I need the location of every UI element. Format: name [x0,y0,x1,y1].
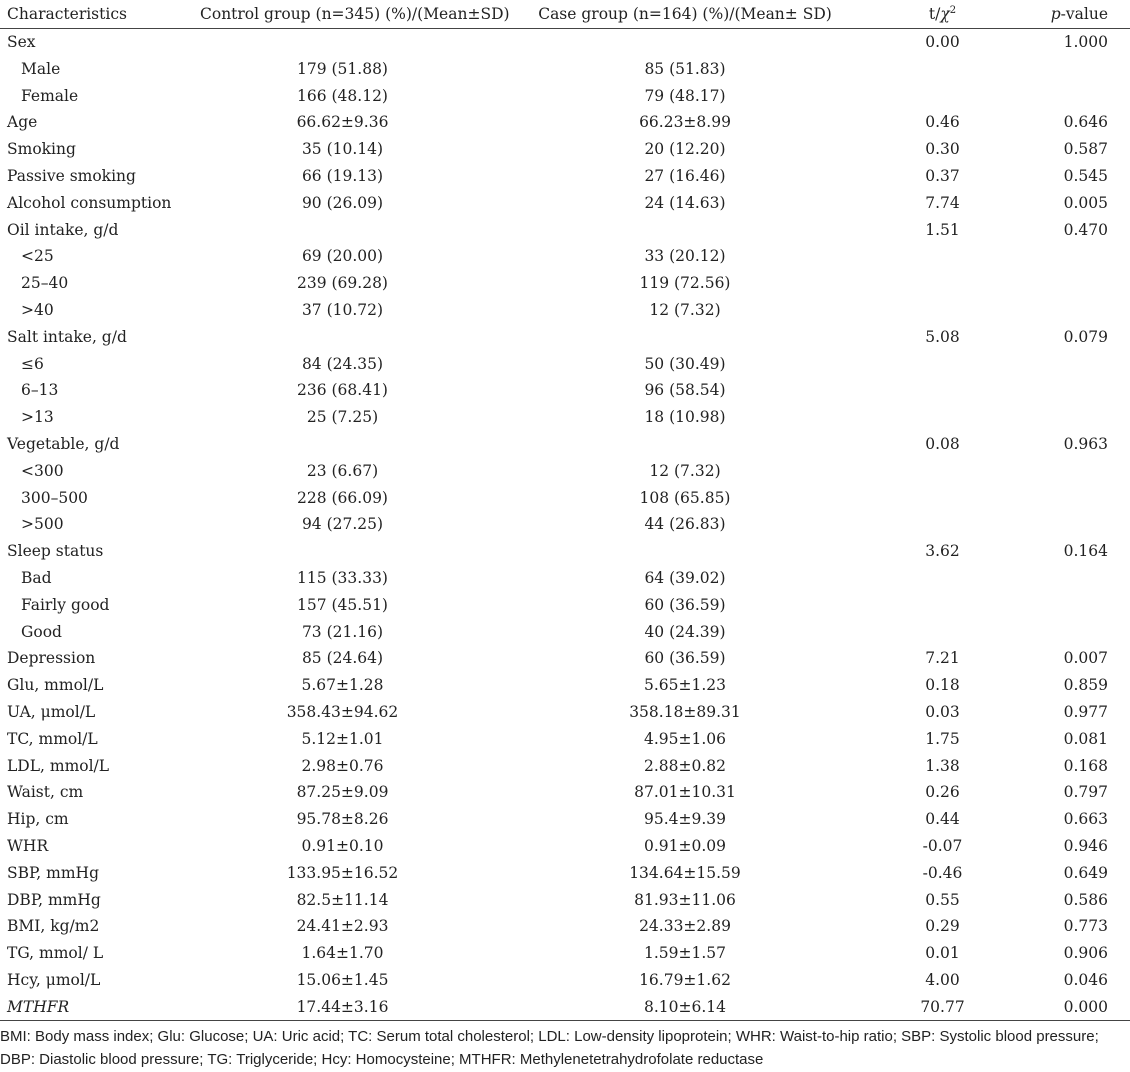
p-value [1000,458,1130,485]
test-statistic [885,297,1000,324]
test-statistic: 4.00 [925,970,960,989]
control-value: 239 (69.28) [297,274,388,293]
case-value: 12 (7.32) [649,300,721,319]
row-label: <300 [21,461,64,480]
table-row [0,806,1130,833]
case-value: 81.93±11.06 [634,890,736,909]
test-statistic: 0.08 [925,434,960,453]
p-value: 0.046 [1063,970,1108,989]
control-value: 17.44±3.16 [200,994,485,1021]
p-value: 0.646 [1063,113,1108,132]
test-statistic [885,511,1000,538]
case-value: 4.95±1.06 [643,729,726,748]
control-value: 133.95±16.52 [286,863,399,882]
case-value: 27 (16.46) [644,166,726,185]
test-statistic: 0.30 [925,140,960,159]
case-value [485,324,885,351]
row-label: 6–13 [21,381,59,400]
table-row [0,913,1130,940]
row-label: UA, μmol/L [7,702,96,721]
table-row [0,860,1130,887]
case-value: 60 (36.59) [644,649,726,668]
test-statistic: 7.21 [925,649,960,668]
row-label: Vegetable, g/d [7,434,120,453]
test-statistic [885,377,1000,404]
table-row [0,243,1130,270]
p-value [1000,56,1130,83]
control-value: 2.98±0.76 [301,756,384,775]
table-row [0,324,1130,351]
row-label: Glu, mmol/L [7,676,104,695]
header-chi-superscript: 2 [949,4,957,16]
test-statistic [885,592,1000,619]
p-value [1000,485,1130,512]
case-value: 50 (30.49) [644,354,726,373]
test-statistic [885,243,1000,270]
header-characteristics: Characteristics [0,0,200,29]
row-label: Hcy, μmol/L [7,970,101,989]
control-value: 82.5±11.14 [296,890,389,909]
header-row [0,0,1130,29]
p-value [1000,243,1130,270]
header-case-group: Case group (n=164) (%)/(Mean± SD) [485,0,885,29]
control-value: 66.62±9.36 [296,113,389,132]
control-value: 0.91±0.10 [301,836,384,855]
table-row [0,163,1130,190]
test-statistic: 0.44 [925,810,960,829]
test-statistic [885,619,1000,646]
test-statistic [885,56,1000,83]
test-statistic: 5.08 [925,327,960,346]
table-row [0,940,1130,967]
header-control-group: Control group (n=345) (%)/(Mean±SD) [200,0,485,29]
p-value: 0.963 [1063,434,1108,453]
p-value: 0.470 [1063,220,1108,239]
row-label: Salt intake, g/d [7,327,127,346]
header-p-letter: p [1050,5,1061,23]
table-row [0,270,1130,297]
table-footnote: BMI: Body mass index; Glu: Glucose; UA: Uric acid; TC: Serum total cholesterol; LDL: Low-density lipoprotein; WHR: Waist-to-hip ratio; SBP: Systolic blood pressure; DBP: Diastolic blood pressure; TG: Triglyceride; Hcy: Homocysteine; MTHFR: Methylenetetrahydrofolate reductase [0,1028,1099,1068]
row-label: Age [7,113,38,132]
case-value [485,217,885,244]
test-statistic [885,404,1000,431]
test-statistic: 0.29 [925,917,960,936]
row-label: Sleep status [7,542,104,561]
case-value: 119 (72.56) [639,274,731,293]
row-label: DBP, mmHg [7,890,101,909]
test-statistic: 70.77 [885,994,1000,1021]
case-value: 134.64±15.59 [629,863,741,882]
test-statistic: -0.46 [922,863,963,882]
header-chi-symbol: χ [940,5,950,23]
table-row [0,779,1130,806]
test-statistic: 0.18 [925,676,960,695]
case-value: 18 (10.98) [644,408,726,427]
p-value: 0.007 [1063,649,1108,668]
test-statistic: 3.62 [925,542,960,561]
table-row [0,377,1130,404]
test-statistic: 7.74 [925,193,960,212]
case-value: 16.79±1.62 [639,970,731,989]
table-row [0,726,1130,753]
case-value: 358.18±89.31 [629,702,741,721]
control-value: 73 (21.16) [301,622,384,641]
test-statistic: 0.00 [925,33,960,51]
table-row [0,592,1130,619]
p-value: 0.797 [1063,783,1108,802]
test-statistic: 0.46 [925,113,960,132]
p-value: 0.168 [1063,756,1108,775]
case-value: 20 (12.20) [644,140,726,159]
p-value: 0.773 [1063,917,1108,936]
p-value: 0.649 [1063,863,1108,882]
case-value: 8.10±6.14 [485,994,885,1021]
test-statistic: 0.55 [925,890,960,909]
table-row [0,887,1130,914]
table-row [0,485,1130,512]
control-value: 66 (19.13) [301,166,384,185]
test-statistic: 1.38 [925,756,960,775]
case-value: 108 (65.85) [639,488,731,507]
p-value: 0.587 [1063,140,1108,159]
case-value: 5.65±1.23 [643,676,726,695]
table-row [0,565,1130,592]
header-p-suffix: -value [1060,5,1108,23]
case-value: 66.23±8.99 [639,113,731,132]
control-value: 95.78±8.26 [296,810,389,829]
case-value: 60 (36.59) [644,595,726,614]
p-value: 1.000 [1063,33,1108,51]
p-value [1000,270,1130,297]
row-label: Smoking [7,140,76,159]
table-row [0,619,1130,646]
case-value [485,29,885,56]
p-value [1000,377,1130,404]
test-statistic [885,83,1000,110]
case-value: 79 (48.17) [644,86,726,105]
control-value: 94 (27.25) [301,515,384,534]
p-value [1000,297,1130,324]
p-value: 0.946 [1063,836,1108,855]
p-value: 0.977 [1063,702,1108,721]
control-value: 358.43±94.62 [286,702,399,721]
control-value: 23 (6.67) [306,461,379,480]
case-value [485,431,885,458]
row-label: <25 [21,247,54,266]
control-value: 157 (45.51) [297,595,388,614]
row-label: SBP, mmHg [7,863,99,882]
control-value: 87.25±9.09 [296,783,389,802]
p-value: 0.906 [1063,944,1108,963]
table-row [0,217,1130,244]
header-p-value [1000,0,1130,29]
p-value [1000,83,1130,110]
test-statistic: -0.07 [922,836,963,855]
control-value: 1.64±1.70 [301,944,384,963]
case-value: 12 (7.32) [649,461,721,480]
row-label: TG, mmol/ L [7,944,104,963]
table-row [0,56,1130,83]
test-statistic [885,351,1000,378]
row-label: Alcohol consumption [7,193,172,212]
row-label: Good [21,622,62,641]
control-value: 37 (10.72) [301,300,384,319]
p-value [1000,351,1130,378]
control-value: 35 (10.14) [301,140,384,159]
p-value: 0.663 [1063,810,1108,829]
row-label: Hip, cm [7,810,69,829]
control-value: 5.12±1.01 [301,729,384,748]
p-value [1000,404,1130,431]
table-row [0,29,1130,56]
control-value: 84 (24.35) [301,354,384,373]
test-statistic: 0.03 [925,702,960,721]
row-label: 300–500 [21,488,88,507]
table-row [0,753,1130,780]
p-value [1000,592,1130,619]
row-label: Depression [7,649,96,668]
p-value: 0.005 [1063,193,1108,212]
control-value: 5.67±1.28 [301,676,384,695]
row-label: >500 [21,515,64,534]
case-value: 87.01±10.31 [634,783,736,802]
p-value: 0.859 [1063,676,1108,695]
table-row [0,699,1130,726]
p-value: 0.079 [1063,327,1108,346]
row-label: WHR [7,836,49,855]
table-row [0,297,1130,324]
row-label: Bad [21,568,52,587]
row-label: Waist, cm [7,783,84,802]
case-value: 0.91±0.09 [643,836,726,855]
table-row [0,511,1130,538]
case-value: 24.33±2.89 [639,917,731,936]
control-value: 179 (51.88) [297,59,388,78]
case-value: 44 (26.83) [644,515,726,534]
table-row [0,431,1130,458]
control-value [200,538,485,565]
case-value: 85 (51.83) [644,59,726,78]
control-value: 25 (7.25) [306,408,379,427]
control-value: 115 (33.33) [297,568,388,587]
row-label: Sex [7,33,36,51]
table-row [0,351,1130,378]
table-row [0,833,1130,860]
test-statistic [885,485,1000,512]
test-statistic [885,565,1000,592]
case-value: 64 (39.02) [644,568,726,587]
table-row [0,109,1130,136]
control-value: 15.06±1.45 [296,970,389,989]
table-row [0,994,1130,1021]
test-statistic: 0.37 [925,166,960,185]
table-row [0,136,1130,163]
row-label: Fairly good [21,595,110,614]
table-row [0,404,1130,431]
control-value [200,324,485,351]
row-label: Oil intake, g/d [7,220,119,239]
row-label: >13 [21,408,54,427]
case-value: 2.88±0.82 [643,756,726,775]
p-value: 0.545 [1063,166,1108,185]
test-statistic [885,270,1000,297]
test-statistic: 1.51 [925,220,960,239]
control-value: 228 (66.09) [297,488,388,507]
control-value [200,217,485,244]
table-row [0,672,1130,699]
row-label: ≤6 [21,354,44,373]
case-value: 95.4±9.39 [643,810,726,829]
table-row [0,645,1130,672]
table-row [0,458,1130,485]
control-value: 24.41±2.93 [296,917,389,936]
case-value [485,538,885,565]
row-label: Passive smoking [7,166,136,185]
p-value [1000,619,1130,646]
control-value: 85 (24.64) [301,649,384,668]
row-label: LDL, mmol/L [7,756,110,775]
row-label: TC, mmol/L [7,729,98,748]
table-row [0,190,1130,217]
row-label: Female [21,86,79,105]
case-value: 96 (58.54) [644,381,726,400]
control-value: 166 (48.12) [297,86,388,105]
table-row [0,538,1130,565]
test-statistic: 1.75 [925,729,960,748]
row-label: Male [21,59,61,78]
case-value: 40 (24.39) [644,622,726,641]
row-label: BMI, kg/m2 [7,917,100,936]
control-value: 69 (20.00) [301,247,384,266]
test-statistic: 0.26 [925,783,960,802]
p-value: 0.000 [1000,994,1130,1021]
row-label: >40 [21,300,54,319]
p-value: 0.164 [1063,542,1108,561]
test-statistic [885,458,1000,485]
control-value [200,29,485,56]
table-row [0,83,1130,110]
row-label: 25–40 [21,274,69,293]
test-statistic: 0.01 [925,944,960,963]
table-row [0,967,1130,994]
case-value: 24 (14.63) [644,193,726,212]
case-value: 1.59±1.57 [643,944,726,963]
p-value [1000,511,1130,538]
control-value [200,431,485,458]
p-value [1000,565,1130,592]
control-value: 236 (68.41) [297,381,388,400]
control-value: 90 (26.09) [301,193,384,212]
header-t-label: t/ [928,5,941,23]
case-value: 33 (20.12) [644,247,726,266]
header-test-statistic [885,0,1000,29]
row-label: MTHFR [0,994,200,1021]
p-value: 0.081 [1063,729,1108,748]
p-value: 0.586 [1063,890,1108,909]
